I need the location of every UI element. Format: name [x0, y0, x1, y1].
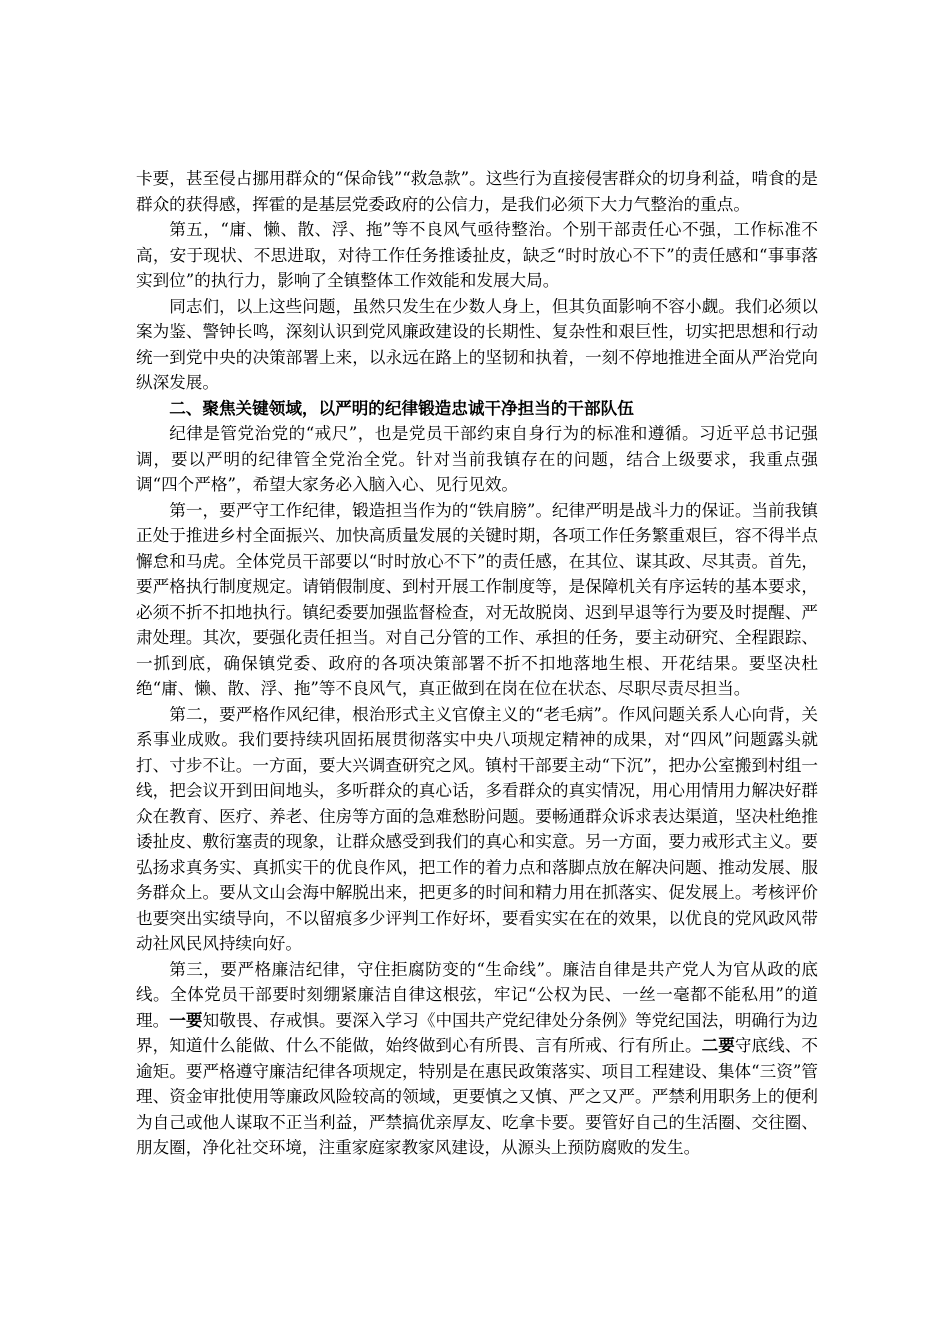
paragraph-integrity-discipline	[136, 957, 818, 1161]
point-one-text: 知敬畏、存戒惧。要深入学习《中国共产党纪律处分条例》等党纪国法，明确行为边界，知道什么能做、什么不能做，始终做到心有所畏、言有所戒、行有所止。	[136, 1010, 819, 1055]
paragraph-style-discipline: 第二，要严格作风纪律，根治形式主义官僚主义的“老毛病”。作风问题关系人心向背，关系事业成败。我们要持续巩固拓展贯彻落实中央八项规定精神的成果，对“四风”问题露头就打、寸步不让。一方面，要大兴调查研究之风。镇村干部要主动“下沉”，把办公室搬到村组一线，把会议开到田间地头，多听群众的真心话，多看群众的真实情况，用心用情用力解决好群众在教育、医疗、养老、住房等方面的急难愁盼问题。要畅通群众诉求表达渠道，坚决杜绝推诿扯皮、敷衍塞责的现象，让群众感受到我们的真心和实意。另一方面，要力戒形式主义。要弘扬求真务实、真抓实干的优良作风，把工作的着力点和落脚点放在解决问题、推动发展、服务群众上。要从文山会海中解脱出来，把更多的时间和精力用在抓落实、促发展上。考核评价也要突出实绩导向，不以留痕多少评判工作好坏，要看实实在在的效果，以优良的党风政风带动社风民风持续向好。	[136, 704, 818, 953]
paragraph-summary: 同志们，以上这些问题，虽然只发生在少数人身上，但其负面影响不容小觑。我们必须以案为鉴、警钟长鸣，深刻认识到党风廉政建设的长期性、复杂性和艰巨性，切实把思想和行动统一到党中央的决策部署上来，以永远在路上的坚韧和执着，一刻不停地推进全面从严治党向纵深发展。	[136, 296, 818, 392]
integrity-intro: 第三，要严格廉洁纪律，守住拒腐防变的“生命线”。廉洁自律是共产党人为官从政的底线。全体党员干部要时刻绷紧廉洁自律这根弦，牢记“公权为民、一丝一毫都不能私用”的道理。	[136, 959, 818, 1030]
point-two-text: 守底线、不逾矩。要严格遵守廉洁纪律各项规定，特别是在惠民政策落实、项目工程建设、集体“三资”管理、资金审批使用等廉政风险较高的领域，更要慎之又慎、严之又严。严禁利用职务上的便利为自己或他人谋取不正当利益，严禁搞优亲厚友、吃拿卡要。要管好自己的生活圈、交往圈、朋友圈，净化社交环境，注重家庭家教家风建设，从源头上预防腐败的发生。	[136, 1036, 819, 1157]
point-one-label: 一要	[169, 1010, 203, 1030]
paragraph-continuation: 卡要，甚至侵占挪用群众的“保命钱”“救急款”。这些行为直接侵害群众的切身利益，啃食的是群众的获得感，挥霍的是基层党委政府的公信力，是我们必须下大力气整治的重点。	[136, 169, 818, 214]
paragraph-work-discipline: 第一，要严守工作纪律，锻造担当作为的“铁肩膀”。纪律严明是战斗力的保证。当前我镇正处于推进乡村全面振兴、加快高质量发展的关键时期，各项工作任务繁重艰巨，容不得半点懈怠和马虎。全体党员干部要以“时时放心不下”的责任感，在其位、谋其政、尽其责。首先，要严格执行制度规定。请销假制度、到村开展工作制度等，是保障机关有序运转的基本要求，必须不折不扣地执行。镇纪委要加强监督检查，对无故脱岗、迟到早退等行为要及时提醒、严肃处理。其次，要强化责任担当。对自己分管的工作、承担的任务，要主动研究、全程跟踪、一抓到底，确保镇党委、政府的各项决策部署不折不扣地落地生根、开花结果。要坚决杜绝“庸、懒、散、浮、拖”等不良风气，真正做到在岗在位在状态、尽职尽责尽担当。	[136, 500, 818, 698]
document-body	[136, 166, 818, 1161]
section-heading-2: 二、聚焦关键领域，以严明的纪律锻造忠诚干净担当的干部队伍	[169, 398, 634, 418]
paragraph-fifth-issue: 第五，“庸、懒、散、浮、拖”等不良风气亟待整治。个别干部责任心不强，工作标准不高，安于现状、不思进取，对待工作任务推诿扯皮，缺乏“时时放心不下”的责任感和“事事落实到位”的执行力，影响了全镇整体工作效能和发展大局。	[136, 220, 818, 290]
point-two-label: 二要	[701, 1036, 735, 1055]
paragraph-discipline-intro: 纪律是管党治党的“戒尺”，也是党员干部约束自身行为的标准和遵循。习近平总书记强调，要以严明的纪律管全党治全党。针对当前我镇存在的问题，结合上级要求，我重点强调“四个严格”，希望大家务必入脑入心、见行见效。	[136, 424, 818, 494]
